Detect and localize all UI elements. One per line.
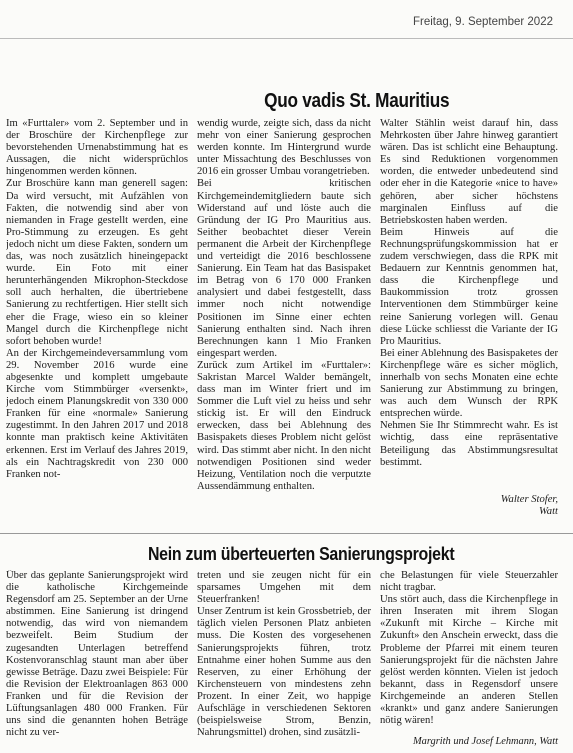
article-divider [0, 533, 573, 534]
header-divider [0, 38, 573, 39]
paragraph: Nehmen Sie Ihr Stimmrecht wahr. Es ist wichtig, dass eine repräsentative Beteiligung das Abstimmungsresultat bestimmt. [380, 420, 558, 468]
article2-signature: Margrith und Josef Lehmann, Watt [413, 736, 558, 747]
article2-column-2 [197, 570, 371, 753]
article1-title: Quo vadis St. Mauritius [263, 90, 450, 112]
article1-column-1 [6, 118, 188, 528]
paragraph: Bei kritischen Kirchgemeindemitgliedern baute sich Widerstand auf und löste auch die Gründung der IG Pro Mauritius aus. Seither beobachtet dieser Verein permanent die Arbeit der Kirchenpflege und verteidigt die 2016 beschlossene Sanierung. Ein Team hat das Basispaket im Betrag von 6 170 000 Franken analysiert und dabei festgestellt, dass immer noch nicht notwendige Positionen im Sinne einer echten Sanierung enthalten sind. Nach ihren Berechnungen kann 1 Mio Franken eingespart werden. [197, 178, 371, 359]
paragraph: Im «Furttaler» vom 2. September und in der Broschüre der Kirchenpflege zur bevorstehenden Urnenabstimmung hat es Aussagen, die nicht widersprüchlos hingenommen werden können. [6, 118, 188, 178]
paragraph: Unser Zentrum ist kein Grossbetrieb, der täglich vielen Personen Platz anbieten muss. Die Kosten des vorgesehenen Sanierungsprojekts führen, trotz Entnahme einer hohen Summe aus den Reserven, zu einer Erhöhung der Kirchensteuern von mindestens zehn Prozent. In einer Zeit, wo happige Aufschläge in verschiedenen Sektoren (beispielsweise Strom, Benzin, Nahrungsmittel) drohen, sind zusätzli- [197, 606, 371, 739]
paragraph: Über das geplante Sanierungsprojekt wird die katholische Kirchgemeinde Regensdorf am 25. September an der Urne abstimmen. Eine Sanierung ist dringend notwendig, das wird von niemandem bezweifelt. Beim Studium der zugesandten Unterlagen betreffend Kostenvoranschlag staunt man aber über gewisse Beträge. Dazu zwei Beispiele: Für die Revision der Elektroanlagen 863 000 Franken und für die Revision der Lüftungsanlagen 480 000 Franken. Für uns sind die genannten hohen Beträge nicht zu ver- [6, 570, 188, 739]
paragraph: Bei einer Ablehnung des Basispaketes der Kirchenpflege wäre es sicher möglich, innerhalb von sechs Monaten eine echte Sanierung zur Abstimmung zu bringen, was auch dem Wunsch der RPK entsprechen würde. [380, 347, 558, 420]
paragraph: che Belastungen für viele Steuerzahler nicht tragbar. [380, 570, 558, 594]
paragraph: An der Kirchgemeindeversammlung vom 29. November 2016 wurde eine abgesenkte und komplett umgebaute Kirche vom Stimmbürger «versenkt», jedoch einem Planungskredit von 330 000 Franken für eine «normale» Sanierung zugestimmt. In den Jahren 2017 und 2018 konnte man praktisch keine Aktivitäten erkennen. Erst im Verlauf des Jahres 2019, als ein Nachtragskredit von 230 000 Franken not- [6, 347, 188, 480]
paragraph: Beim Hinweis auf die Rechnungsprüfungskommission hat er zudem verschwiegen, dass die RPK mit Bedauern zur Kenntnis genommen hat, dass die Kirchenpflege und Baukommission trotz grossen Interventionen dem Stimmbürger keine reine Sanierung vorlegen will. Genau diese Lücke schliesst die Variante der IG Pro Mauritius. [380, 226, 558, 347]
article1-signature-place: Watt [538, 506, 558, 517]
paragraph: Walter Stählin weist darauf hin, dass Mehrkosten über Jahre hinweg garantiert wären. Das ist schlicht eine Behauptung. Es sind Reduktionen vorgenommen worden, die entweder unbedeutend sind oder eher in die Kategorie «nice to have» gehören, aber sicher höchstens marginalen Einfluss auf die Betriebskosten haben werden. [380, 118, 558, 226]
article1-column-3 [380, 118, 558, 528]
paragraph: treten und sie zeugen nicht für ein sparsames Umgehen mit dem Steuerfranken! [197, 570, 371, 606]
article2-column-1 [6, 570, 188, 753]
article1-column-2 [197, 118, 371, 528]
paragraph: Uns stört auch, dass die Kirchenpflege in ihren Inseraten mit ihrem Slogan «Zukunft mit Kirche – Kirche mit Zukunft» den Anschein erweckt, dass die Probleme der Pfarrei mit einem teuren Sanierungsprojekt für die nächsten Jahre gelöst werden könnten. Vielen ist jedoch bekannt, dass in Regensdorf unsere Kirchgemeinde an anderen Stellen «krankt» und ganz andere Sanierungen nötig wären! [380, 594, 558, 727]
issue-date: Freitag, 9. September 2022 [413, 16, 553, 28]
paragraph: wendig wurde, zeigte sich, dass da nicht mehr von einer Sanierung gesprochen werden konnte. Im Hintergrund wurde unter Missachtung des Beschlusses von 2016 ein grosser Umbau vorangetrieben. [197, 118, 371, 178]
paragraph: Zurück zum Artikel im «Furttaler»: Sakristan Marcel Walder bemängelt, dass man im Winter friert und im Sommer die Luft viel zu heiss und sehr stickig ist. Er will den Eindruck erwecken, dass bei Ablehnung des Basispakets dieses Problem nicht gelöst wird. Das stimmt aber nicht. In den nicht notwendigen Positionen sind weder Heizung, Ventilation noch die verputzte Aussendämmung enthalten. [197, 359, 371, 492]
article2-column-3 [380, 570, 558, 736]
article2-title: Nein zum überteuerten Sanierungsprojekt [148, 543, 455, 564]
paragraph: Zur Broschüre kann man generell sagen: Da wird versucht, mit Aufzählen von Fakten, die notwendig sind aber von niemanden in Frage gestellt werden, eine Pro-Stimmung zu erzeugen. Es geht jedoch nicht um diese Fakten, sondern um das, was noch zusätzlich hineingepackt wurde. Ein Foto mit einer herunterhängenden Mikrophon-Steckdose soll auch herhalten, die übertriebene Sanierung zu rechtfertigen. Hier stellt sich eher die Frage, wieso ein so kleiner Mangel durch die Kirchenpflege nicht sofort behoben wurde! [6, 178, 188, 347]
article1-signature-name: Walter Stofer, [500, 494, 558, 505]
